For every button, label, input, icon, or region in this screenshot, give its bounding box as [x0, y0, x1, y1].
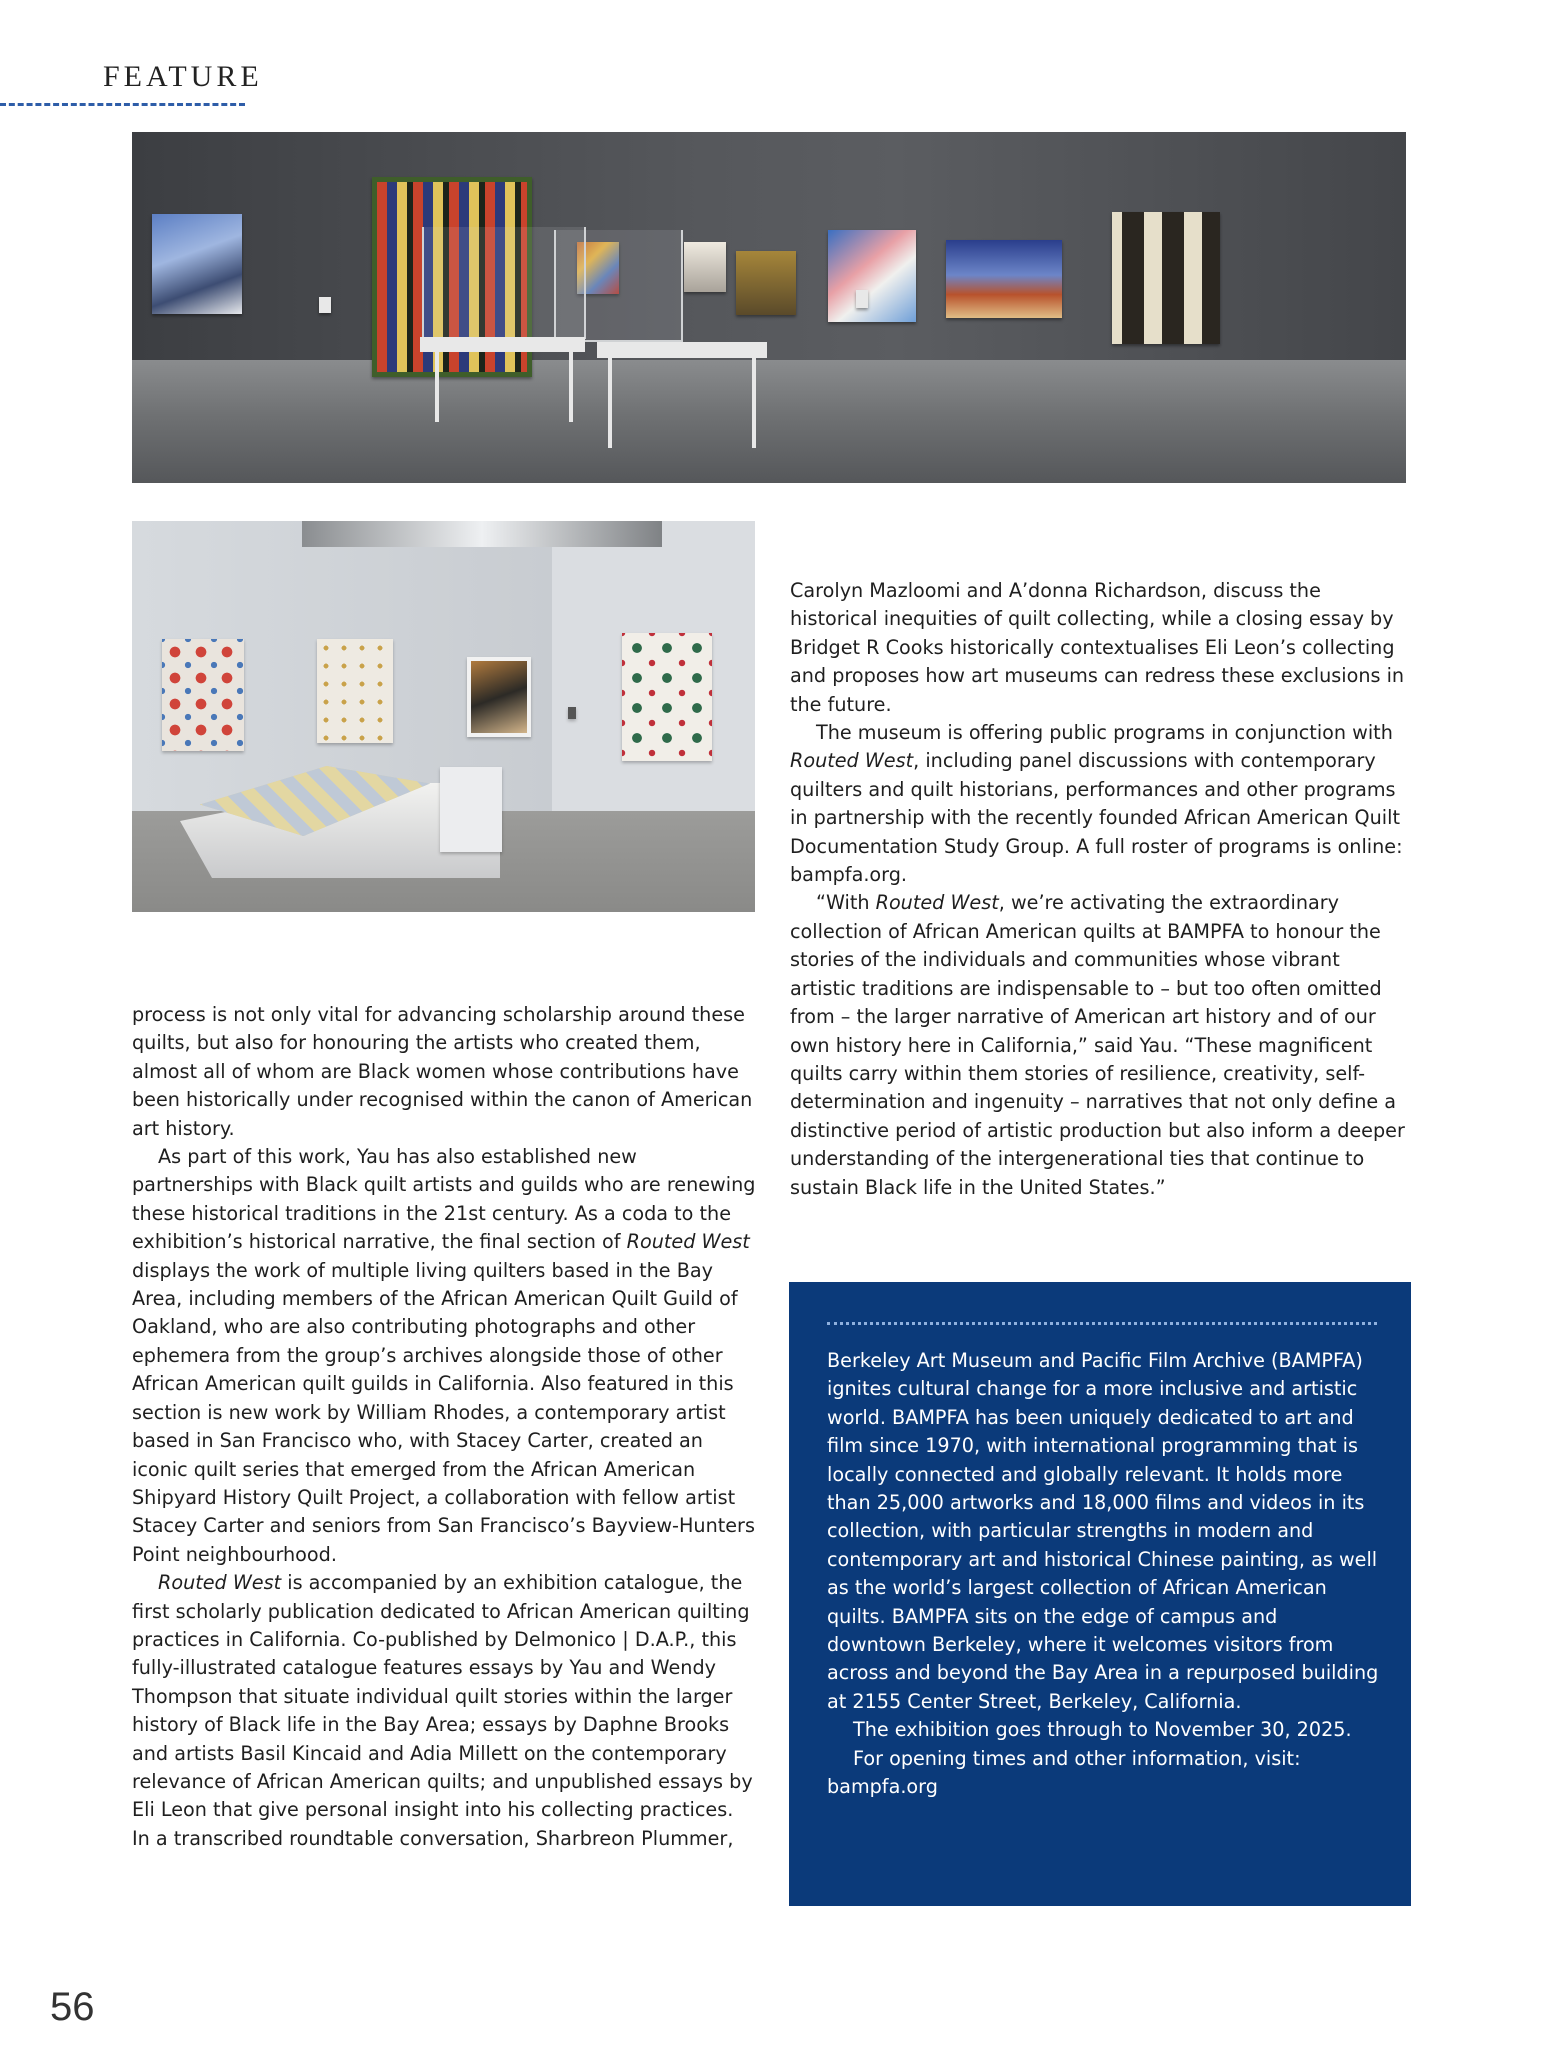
paragraph-text: , including panel discussions with contemporary quilters and quilt historians, performances and other programs in partnership with the recently founded African American Quilt Documentation Study Group. A full roster of programs is online: bampfa.org.: [790, 749, 1403, 887]
page-number: 56: [50, 1985, 95, 2029]
article-paragraph: [790, 577, 1408, 719]
info-paragraph: For opening times and other information, visit: bampfa.org: [827, 1746, 1301, 1799]
paragraph-text: “With: [816, 891, 876, 915]
italic-title-text: Routed West: [875, 891, 999, 915]
info-box: [789, 1282, 1411, 1906]
dotted-divider: [827, 1322, 1377, 1325]
article-paragraph: [132, 1001, 757, 1143]
article-column-right: [790, 577, 1408, 1202]
article-paragraph: [132, 1569, 757, 1853]
article-paragraph: [790, 719, 1408, 889]
paragraph-text: , we’re activating the extraordinary collection of African American quilts at BAMPFA to honour the stories of the individuals and communities whose vibrant artistic traditions are indispensable to – but too often omitted from – the larger narrative of American art history and of our own history here in California,” said Yau. “These magnificent quilts carry within them stories of resilience, creativity, self-determination and ingenuity – narratives that not only define a distinctive period of artistic production but also inform a deeper understanding of the intergenerational ties that continue to sustain Black life in the United States.”: [790, 891, 1405, 1199]
gallery-photo-top: [132, 132, 1406, 483]
paragraph-text: Carolyn Mazloomi and A’donna Richardson, discuss the historical inequities of quilt collecting, while a closing essay by Bridget R Cooks historically contextualises Eli Leon’s collecting and proposes how art museums can redress these exclusions in the future.: [790, 579, 1405, 716]
section-label: FEATURE: [103, 60, 263, 93]
italic-title-text: Routed West: [626, 1230, 750, 1254]
section-divider: [0, 103, 245, 106]
info-paragraph: Berkeley Art Museum and Pacific Film Archive (BAMPFA) ignites cultural change for a more inclusive and artistic world. BAMPFA has been uniquely dedicated to art and film since 1970, with international programming that is locally connected and globally relevant. It holds more than 25,000 artworks and 18,000 films and videos in its collection, with particular strengths in modern and contemporary art and historical Chinese painting, as well as the world’s largest collection of African American quilts. BAMPFA sits on the edge of campus and downtown Berkeley, where it welcomes visitors from across and beyond the Bay Area in a repurposed building at 2155 Center Street, Berkeley, California.: [827, 1349, 1379, 1713]
italic-title-text: Routed West: [158, 1571, 282, 1595]
paragraph-text: process is not only vital for advancing scholarship around these quilts, but also for honouring the artists who created them, almost all of whom are Black women whose contributions have been historically under recognised within the canon of American art history.: [132, 1003, 753, 1140]
paragraph-text: The museum is offering public programs in conjunction with: [816, 721, 1393, 745]
article-column-left: [132, 1001, 757, 1853]
gallery-photo-middle: [132, 521, 755, 912]
paragraph-text: displays the work of multiple living quilters based in the Bay Area, including members of the African American Quilt Guild of Oakland, who are also contributing photographs and other ephemera from the group’s archives alongside those of other African American quilt guilds in California. Also featured in this section is new work by William Rhodes, a contemporary artist based in San Francisco who, with Stacey Carter, created an iconic quilt series that emerged from the African American Shipyard History Quilt Project, a collaboration with fellow artist Stacey Carter and seniors from San Francisco’s Bayview-Hunters Point neighbourhood.: [132, 1258, 755, 1566]
info-paragraph: The exhibition goes through to November 30, 2025.: [853, 1718, 1352, 1742]
italic-title-text: Routed West: [790, 749, 914, 773]
paragraph-text: As part of this work, Yau has also established new partnerships with Black quilt artists and guilds who are renewing these historical traditions in the 21st century. As a coda to the exhibition’s historical narrative, the final section of: [132, 1145, 756, 1254]
article-paragraph: [132, 1143, 757, 1569]
paragraph-text: is accompanied by an exhibition catalogue, the first scholarly publication dedicated to African American quilting practices in California. Co-published by Delmonico | D.A.P., this fully-illustrated catalogue features essays by Yau and Wendy Thompson that situate individual quilt stories within the larger history of Black life in the Bay Area; essays by Daphne Brooks and artists Basil Kincaid and Adia Millett on the contemporary relevance of African American quilts; and unpublished essays by Eli Leon that give personal insight into his collecting practices. In a transcribed roundtable conversation, Sharbreon Plummer,: [132, 1571, 753, 1850]
article-paragraph: [790, 889, 1408, 1201]
